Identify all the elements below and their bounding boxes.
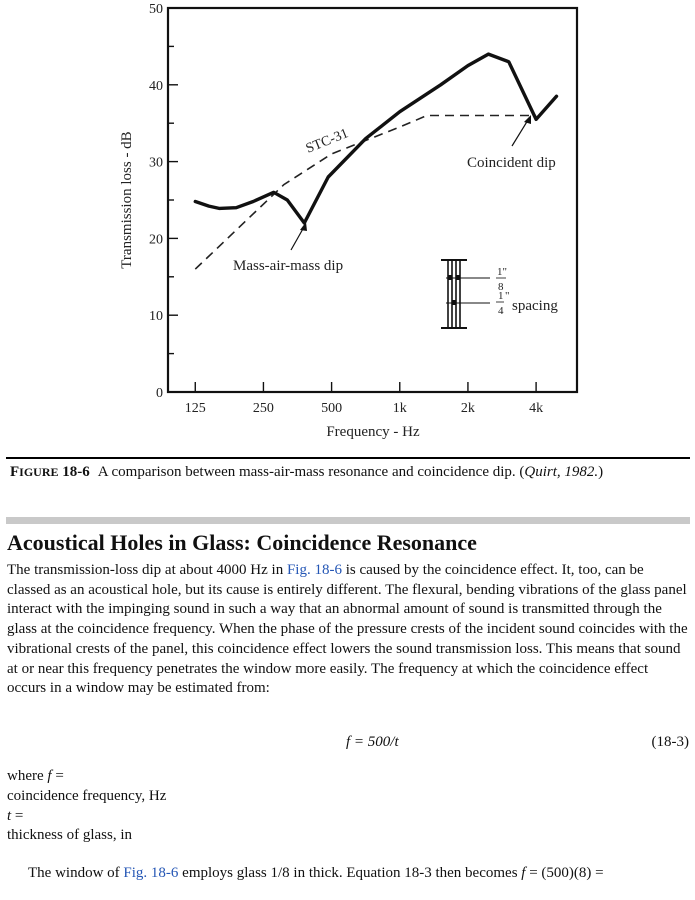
definition-t-desc: thickness of glass, in [7,827,132,844]
x-tick-label: 4k [529,401,544,416]
mass-air-mass-label: Mass-air-mass dip [233,258,344,274]
plot-frame [168,8,577,392]
figure-caption [10,462,690,482]
definition-f-term [7,767,166,787]
measured-transmission-loss-line [195,54,556,223]
closing-text-3: = (500)(8) = [525,865,604,881]
glass-fraction-denominator: 8 [498,281,504,293]
x-axis-ticks [185,382,543,416]
equation-body: f = 500/t [346,734,399,750]
spacing-inch-mark: " [505,290,510,302]
y-tick-label: 20 [149,232,163,248]
y-tick-label: 0 [156,386,163,401]
figure-label [10,464,90,480]
closing-figure-link[interactable]: Fig. 18-6 [123,865,179,881]
coincident-arrowhead [524,115,531,124]
coincident-arrow-line [512,120,528,146]
para-text-2: is caused by the coincidence effect. It, too, can be classed as an acoustical hole, but its cause is entirely different. The flexural, bending vibrations of the glass panel interact with the impinging sound in such a way that an abnormal amount of sound is transmitted through the glass at the coincidence frequency. When the phase of the pressure crests of the incident sound coincides with the vibrational crests of the panel, this coincidence effect lowers the sound transmission loss. This means that sound at or near this frequency penetrates the window more easily. The frequency at which the coincidence effect occurs in a window may be estimated from: [7,562,688,697]
caption-rule [6,457,690,459]
figure-label-initial: F [10,464,20,480]
caption-source: Quirt, 1982. [524,464,599,480]
mass-air-mass-arrow-line [291,227,304,250]
closing-text-2: employs glass 1/8 in thick. Equation 18-3 then becomes [178,865,522,881]
t-equals: = [11,807,24,824]
equation-18-3 [0,734,695,756]
closing-f-variable: f [521,865,526,881]
measured-points [195,54,556,223]
spacing-label: spacing [512,298,558,314]
caption-text: A comparison between mass-air-mass resonance and coincidence dip. ( [97,464,525,480]
section-heading: Acoustical Holes in Glass: Coincidence Resonance [7,530,477,555]
t-variable: t [7,807,12,824]
f-variable: f [47,768,52,784]
spacing-fraction-denominator: 4 [498,305,504,317]
y-tick-label: 10 [149,309,163,325]
equation-number: (18-3) [651,734,689,750]
y-axis-ticks [149,2,178,401]
x-tick-label: 1k [392,401,407,416]
y-tick-label: 40 [149,78,163,94]
definition-t-term [7,807,166,827]
x-tick-label: 250 [252,401,274,416]
closing-paragraph [28,863,604,883]
x-axis-label: Frequency - Hz [326,424,420,440]
caption-close: ) [598,464,604,480]
spacing-fraction-numerator: 1 [498,290,504,302]
closing-text-1: The window of [28,865,124,881]
y-tick-label: 50 [149,2,163,17]
glass-cross-section-icon [441,260,490,328]
variable-definitions [7,767,166,846]
figure-label-smallcaps: IGURE [19,465,59,479]
definition-f-desc: coincidence frequency, Hz [7,787,167,804]
f-equals: = [51,768,64,784]
where-word: where [7,768,48,784]
glass-fraction-numerator: 1" [497,266,507,278]
x-tick-label: 125 [184,401,206,416]
x-tick-label: 2k [460,401,475,416]
section-divider [6,517,690,524]
y-axis-label: Transmission loss - dB [119,131,135,269]
body-paragraph [7,561,690,699]
figure-number: 18-6 [62,464,90,480]
x-tick-label: 500 [321,401,343,416]
para-text-1: The transmission-loss dip at about 4000 Hz in [7,562,287,578]
coincident-dip-label: Coincident dip [467,155,556,171]
y-tick-label: 30 [149,155,163,171]
figure-link[interactable]: Fig. 18-6 [286,562,342,578]
stc-31-label: STC-31 [303,126,351,157]
